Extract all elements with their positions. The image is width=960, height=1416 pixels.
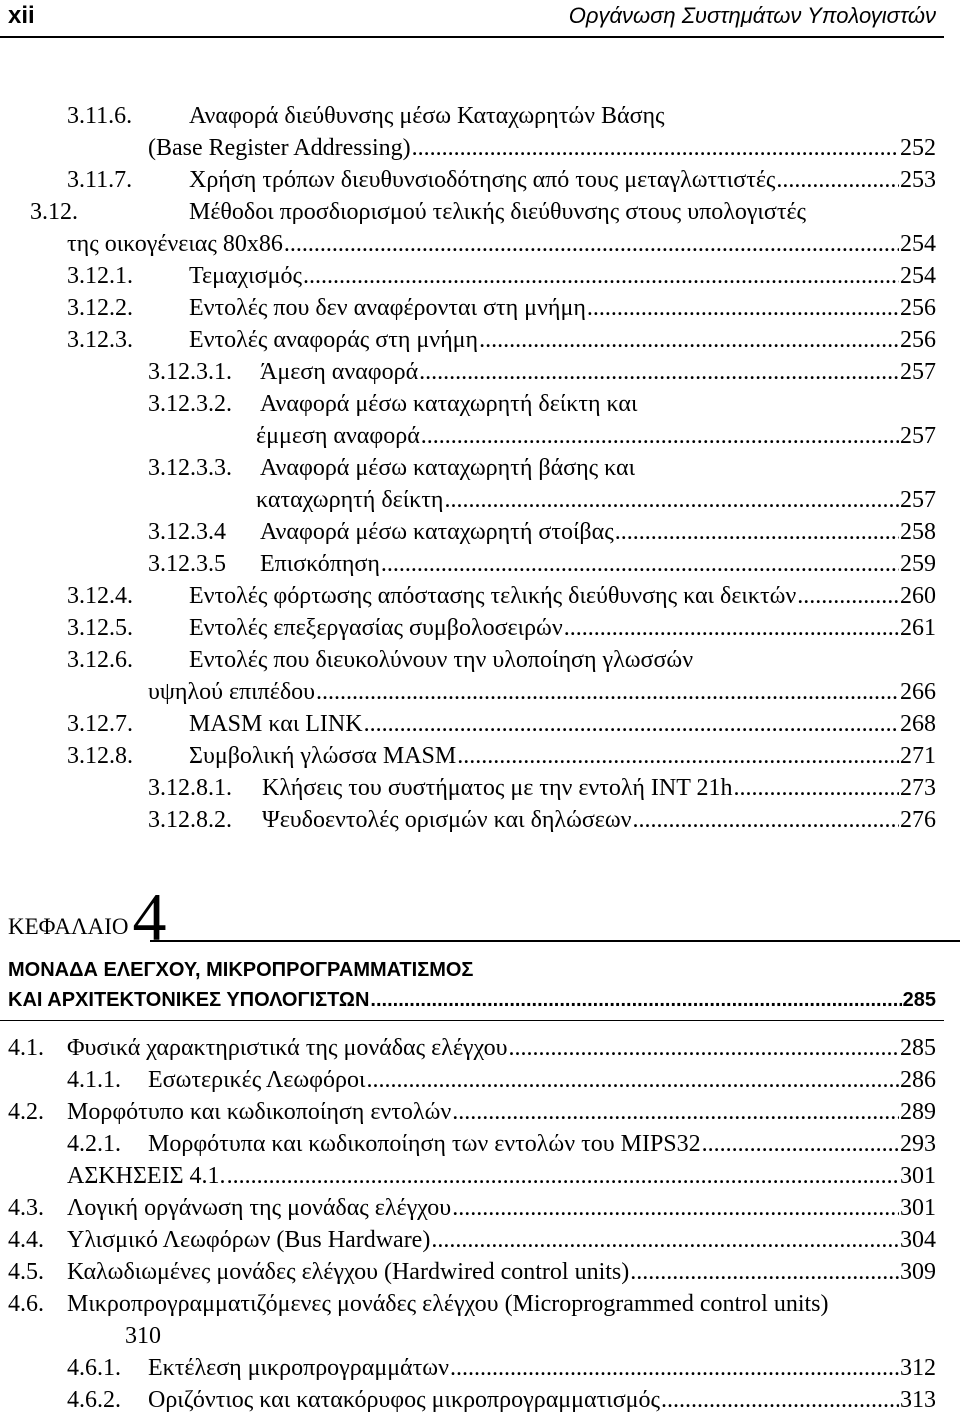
- running-title: Οργάνωση Συστημάτων Υπολογιστών: [568, 3, 936, 28]
- toc-entry-number: 4.3.: [8, 1195, 44, 1221]
- toc-entry-page: 257: [900, 487, 936, 513]
- toc-entry: [148, 774, 936, 802]
- toc-entry-title: Καλωδιωμένες μονάδες ελέγχου (Hardwired control units): [67, 1259, 630, 1285]
- toc-entry: [67, 102, 665, 130]
- chapter-word: ΚΕΦΑΛΑΙΟ: [8, 914, 129, 939]
- toc-entry-title: Οριζόντιος και κατακόρυφος μικροπρογραμματισμός: [148, 1387, 661, 1413]
- toc-entry-title: ΑΣΚΗΣΕΙΣ 4.1.: [67, 1163, 226, 1189]
- chapter-number: 4: [132, 879, 167, 955]
- toc-entry-number: 4.2.: [8, 1099, 44, 1125]
- toc-entry-page: 266: [900, 679, 936, 705]
- leader-dots: [633, 806, 899, 834]
- leader-dots: [702, 1130, 899, 1158]
- toc-entry-number: 3.12.3.2.: [148, 391, 232, 417]
- leader-dots: [457, 742, 899, 770]
- leader-dots: [316, 678, 899, 706]
- toc-entry: [148, 678, 936, 706]
- toc-entry-title: έμμεση αναφορά: [256, 423, 420, 449]
- toc-entry-number: 3.12.5.: [67, 615, 133, 641]
- toc-entry: [8, 1194, 936, 1222]
- toc-entry: [67, 1162, 936, 1190]
- toc-entry-page: 304: [900, 1227, 936, 1253]
- page-header: [0, 0, 944, 38]
- toc-entry-page: 309: [900, 1259, 936, 1285]
- leader-dots: [381, 550, 899, 578]
- toc-entry-number: 3.12.3.4: [148, 519, 226, 545]
- toc-entry-title: Εντολές που δεν αναφέρονται στη μνήμη: [189, 295, 586, 321]
- toc-entry-number: 4.2.1.: [67, 1131, 121, 1157]
- page-number: xii: [8, 2, 35, 29]
- toc-entry-page: 257: [900, 423, 936, 449]
- toc-entry: [67, 1130, 936, 1158]
- toc-entry-title: Εκτέλεση μικροπρογραμμάτων: [148, 1355, 449, 1381]
- toc-entry-title: Εσωτερικές Λεωφόροι: [148, 1067, 366, 1093]
- toc-entry-number: 3.12.6.: [67, 647, 133, 673]
- chapter-title-line-1: ΜΟΝΑΔΑ ΕΛΕΓΧΟΥ, ΜΙΚΡΟΠΡΟΓΡΑΜΜΑΤΙΣΜΟΣ: [8, 959, 474, 981]
- leader-dots: [733, 774, 899, 802]
- toc-entry-number: 4.6.2.: [67, 1387, 121, 1413]
- toc-entry-page: 271: [900, 743, 936, 769]
- toc-entry-number: 3.12.8.1.: [148, 775, 232, 801]
- toc-entry: [148, 358, 936, 386]
- leader-dots: [444, 486, 899, 514]
- toc-entry: [256, 486, 936, 514]
- toc-entry: [8, 1258, 936, 1286]
- toc-entry-number: 4.5.: [8, 1259, 44, 1285]
- toc-entry-title: Συμβολική γλώσσα MASM: [189, 743, 457, 769]
- toc-entry-page: 256: [900, 327, 936, 353]
- leader-dots: [431, 1226, 899, 1254]
- toc-entry-title: Χρήση τρόπων διευθυνσιοδότησης από τους μεταγλωττιστές: [189, 167, 776, 193]
- toc-entry-title: Λογική οργάνωση της μονάδας ελέγχου: [67, 1195, 452, 1221]
- toc-entry-number: 3.12.3.1.: [148, 359, 232, 385]
- toc-entry-title: της οικογένειας 80x86: [67, 231, 283, 257]
- toc-entry-title: Αναφορά μέσω καταχωρητή στοίβας: [260, 519, 614, 545]
- toc-entry-title: Εντολές αναφοράς στη μνήμη: [189, 327, 479, 353]
- toc-entry-title: Μορφότυπο και κωδικοποίηση εντολών: [67, 1099, 452, 1125]
- toc-entry-title: Κλήσεις του συστήματος με την εντολή INT 21h: [262, 775, 733, 801]
- leader-dots: [615, 518, 899, 546]
- toc-entry-number: 3.12.3.3.: [148, 455, 232, 481]
- toc-entry-page: 286: [900, 1067, 936, 1093]
- toc-entry-page: 253: [900, 167, 936, 193]
- toc-entry-title: Αναφορά διεύθυνσης μέσω Καταχωρητών Βάσης: [189, 103, 665, 129]
- toc-entry: [67, 710, 936, 738]
- toc-entry-number: 3.12.: [30, 199, 78, 225]
- toc-entry-page: 257: [900, 359, 936, 385]
- toc-entry-title: Φυσικά χαρακτηριστικά της μονάδας ελέγχου: [67, 1035, 508, 1061]
- toc-entry-number: 4.6.1.: [67, 1355, 121, 1381]
- toc-entry-number: 3.12.8.2.: [148, 807, 232, 833]
- leader-dots: [303, 262, 899, 290]
- toc-entry-page: 276: [900, 807, 936, 833]
- toc-entry-page: 259: [900, 551, 936, 577]
- toc-entry-page: 289: [900, 1099, 936, 1125]
- section-rule: [0, 1020, 944, 1021]
- leader-dots: [479, 326, 899, 354]
- toc-entry-title: Επισκόπηση: [260, 551, 380, 577]
- toc-entry-title: Εντολές επεξεργασίας συμβολοσειρών: [189, 615, 563, 641]
- toc-entry: [256, 422, 936, 450]
- toc-entry-number: 3.11.7.: [67, 167, 133, 193]
- leader-dots: [452, 1098, 899, 1126]
- toc-entry: [148, 806, 936, 834]
- leader-dots: [452, 1194, 899, 1222]
- toc-entry-number: 3.12.7.: [67, 711, 133, 737]
- toc-entry-page: 312: [900, 1355, 936, 1381]
- toc-entry-page: 260: [900, 583, 936, 609]
- toc-entry: [67, 614, 936, 642]
- toc-entry: [8, 1226, 936, 1254]
- toc-entry-page: 313: [900, 1387, 936, 1413]
- toc-entry-page: 301: [900, 1163, 936, 1189]
- toc-entry-number: 3.12.3.5: [148, 551, 226, 577]
- toc-entry-title: καταχωρητή δείκτη: [256, 487, 444, 513]
- toc-entry-title: υψηλού επιπέδου: [148, 679, 316, 705]
- toc-entry: [148, 390, 637, 418]
- leader-dots: [412, 134, 899, 162]
- toc-entry: [67, 742, 936, 770]
- leader-dots: [284, 230, 899, 258]
- toc-entry: [67, 646, 693, 674]
- toc-entry-page: 301: [900, 1195, 936, 1221]
- toc-entry-page: 268: [900, 711, 936, 737]
- chapter-rule: [150, 940, 960, 942]
- toc-entry: [67, 1354, 936, 1382]
- toc-entry: [148, 134, 936, 162]
- toc-entry-title: Άμεση αναφορά: [260, 359, 419, 385]
- toc-entry: [148, 550, 936, 578]
- leader-dots: [509, 1034, 899, 1062]
- toc-entry-page: 254: [900, 231, 936, 257]
- toc-entry-title: Μορφότυπα και κωδικοποίηση των εντολών του MIPS32: [148, 1131, 701, 1157]
- toc-entry-title: 310: [125, 1323, 161, 1349]
- toc-entry: [125, 1322, 161, 1350]
- toc-entry: [148, 518, 936, 546]
- leader-dots: [366, 1066, 899, 1094]
- toc-entry-title: Εντολές που διευκολύνουν την υλοποίηση γλωσσών: [189, 647, 694, 673]
- toc-entry-title: Μικροπρογραμματιζόμενες μονάδες ελέγχου (Microprogrammed control units): [67, 1291, 829, 1317]
- toc-entry-title: Αναφορά μέσω καταχωρητή δείκτη και: [260, 391, 638, 417]
- toc-entry: [67, 230, 936, 258]
- chapter-title-line-2: [8, 988, 936, 1012]
- toc-entry-title: Αναφορά μέσω καταχωρητή βάσης και: [260, 455, 636, 481]
- toc-entry-title: (Base Register Addressing): [148, 135, 411, 161]
- toc-entry: [67, 1066, 936, 1094]
- toc-entry-number: 3.12.2.: [67, 295, 133, 321]
- toc-entry-number: 3.11.6.: [67, 103, 133, 129]
- leader-dots: [564, 614, 899, 642]
- toc-entry-page: 258: [900, 519, 936, 545]
- toc-entry-number: 3.12.4.: [67, 583, 133, 609]
- toc-entry-page: 273: [900, 775, 936, 801]
- toc-entry-page: 252: [900, 135, 936, 161]
- leader-dots: [450, 1354, 899, 1382]
- toc-entry: [67, 582, 936, 610]
- toc-entry: [148, 454, 635, 482]
- toc-entry: [67, 294, 936, 322]
- toc-entry-number: 3.12.3.: [67, 327, 133, 353]
- chapter-title-text: ΚΑΙ ΑΡΧΙΤΕΚΤΟΝΙΚΕΣ ΥΠΟΛΟΓΙΣΤΩΝ: [8, 989, 370, 1011]
- toc-entry-title: Υλισμικό Λεωφόρων (Bus Hardware): [67, 1227, 431, 1253]
- toc-entry-page: 254: [900, 263, 936, 289]
- leader-dots: [776, 166, 899, 194]
- leader-dots: [587, 294, 899, 322]
- toc-entry-title: MASM και LINK: [189, 711, 363, 737]
- toc-entry-page: 293: [900, 1131, 936, 1157]
- toc-entry-title: Τεμαχισμός: [189, 263, 302, 289]
- toc-entry: [67, 1386, 936, 1414]
- leader-dots: [661, 1386, 899, 1414]
- toc-entry-page: 256: [900, 295, 936, 321]
- toc-entry: [67, 326, 936, 354]
- toc-entry: [8, 1098, 936, 1126]
- leader-dots: [421, 422, 899, 450]
- leader-dots: [630, 1258, 899, 1286]
- toc-entry-page: 261: [900, 615, 936, 641]
- toc-entry-number: 4.4.: [8, 1227, 44, 1253]
- chapter-heading: [8, 872, 167, 955]
- leader-dots: [227, 1162, 899, 1190]
- toc-entry: [67, 166, 936, 194]
- toc-entry: [67, 262, 936, 290]
- toc-entry-number: 4.1.1.: [67, 1067, 121, 1093]
- toc-entry-number: 4.1.: [8, 1035, 44, 1061]
- toc-entry-title: Μέθοδοι προσδιορισμού τελικής διεύθυνσης στους υπολογιστές: [189, 199, 807, 225]
- leader-dots: [370, 988, 901, 1012]
- toc-entry-number: 3.12.1.: [67, 263, 133, 289]
- toc-entry-number: 3.12.8.: [67, 743, 133, 769]
- leader-dots: [419, 358, 899, 386]
- toc-entry: [8, 1034, 936, 1062]
- toc-entry-title: Εντολές φόρτωσης απόστασης τελικής διεύθυνσης και δεικτών: [189, 583, 797, 609]
- chapter-title-page: 285: [902, 989, 936, 1011]
- toc-entry-title: Ψευδοεντολές ορισμών και δηλώσεων: [262, 807, 632, 833]
- leader-dots: [797, 582, 899, 610]
- leader-dots: [364, 710, 899, 738]
- toc-entry: [8, 1290, 828, 1318]
- toc-entry-page: 285: [900, 1035, 936, 1061]
- toc-entry-number: 4.6.: [8, 1291, 44, 1317]
- toc-entry: [30, 198, 806, 226]
